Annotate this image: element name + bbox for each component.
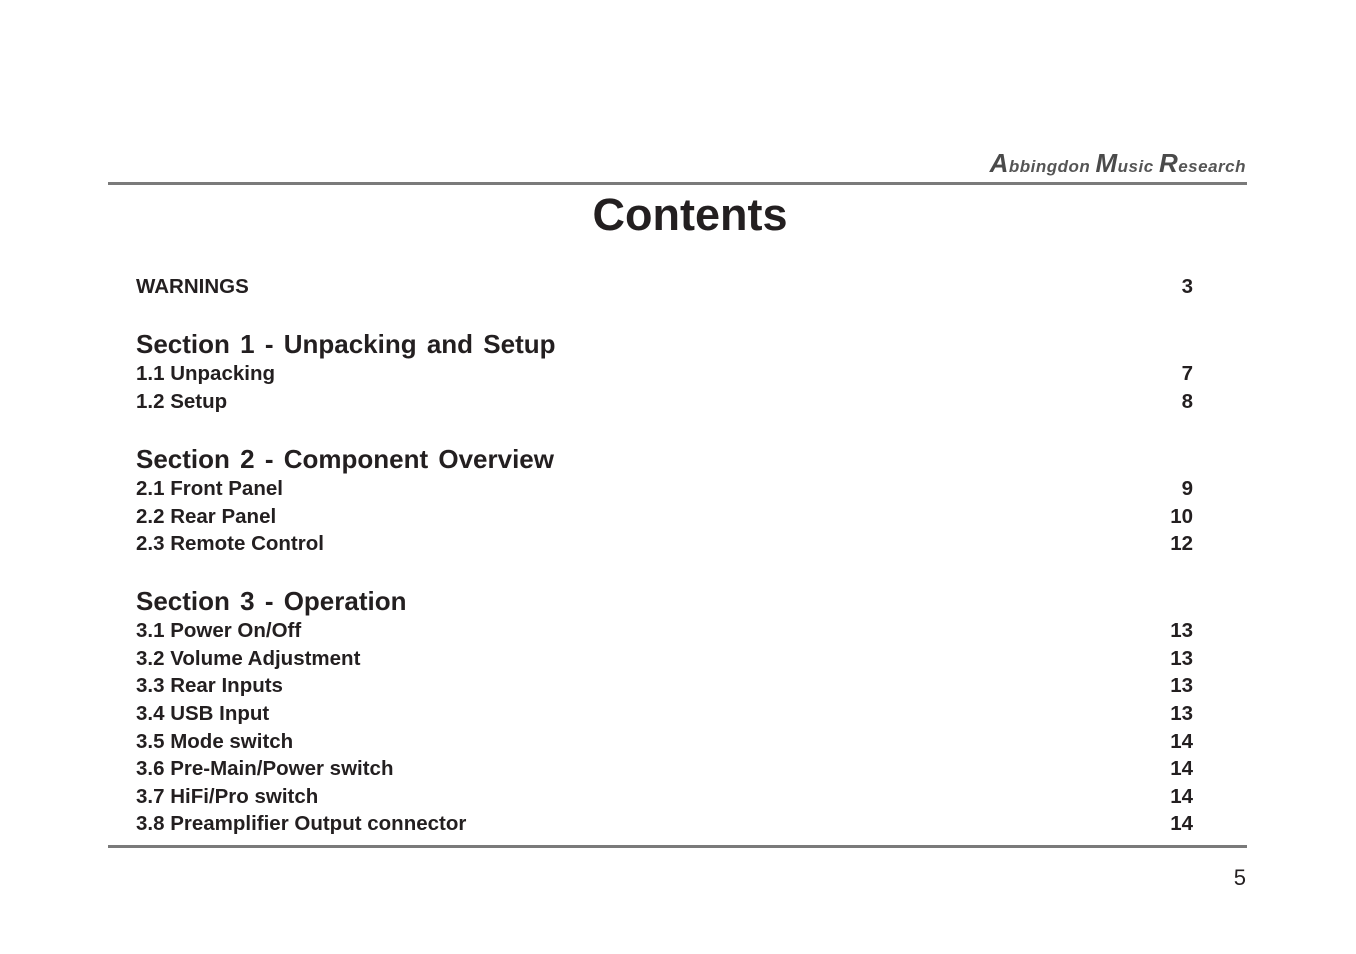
- toc-entry-label: 1.2 Setup: [136, 390, 228, 413]
- toc-entry[interactable]: [136, 504, 1193, 530]
- brand-word-abbingdon: bbingdon: [1008, 157, 1091, 176]
- toc-entry[interactable]: [136, 646, 1193, 672]
- toc-entry-page: 12: [1170, 532, 1193, 555]
- toc-entry[interactable]: [136, 476, 1193, 502]
- toc-entry-label: 2.2 Rear Panel: [136, 505, 277, 528]
- toc-entry-page: 7: [1181, 362, 1193, 385]
- toc-entry-label: 3.3 Rear Inputs: [136, 674, 283, 697]
- toc-entry-page: 13: [1170, 619, 1193, 642]
- toc-entry-page: 8: [1181, 390, 1193, 413]
- toc-entry-page: 13: [1170, 674, 1193, 697]
- toc-entry-label: 3.4 USB Input: [136, 702, 270, 725]
- page-number: 5: [1233, 865, 1246, 890]
- toc-entry[interactable]: [136, 361, 1193, 387]
- toc-entry[interactable]: [136, 389, 1193, 415]
- toc-entry-page: 14: [1170, 812, 1193, 835]
- table-of-contents: [136, 0, 1193, 954]
- toc-entry-page: 9: [1181, 477, 1193, 500]
- toc-entry-label: 2.3 Remote Control: [136, 532, 324, 555]
- toc-entry[interactable]: [136, 673, 1193, 699]
- toc-entry-label: 2.1 Front Panel: [136, 477, 283, 500]
- toc-entry-label: 3.6 Pre-Main/Power switch: [136, 757, 394, 780]
- toc-entry-label: WARNINGS: [136, 275, 249, 298]
- toc-entry-page: 14: [1170, 785, 1193, 808]
- toc-entry-label: 3.5 Mode switch: [136, 730, 294, 753]
- toc-entry[interactable]: [136, 756, 1193, 782]
- toc-entry-page: 13: [1170, 647, 1193, 670]
- toc-entry-page: 13: [1170, 702, 1193, 725]
- toc-entry-label: 1.1 Unpacking: [136, 362, 275, 385]
- toc-entry[interactable]: [136, 784, 1193, 810]
- toc-entry-page: 10: [1170, 505, 1193, 528]
- toc-entry-label: 3.2 Volume Adjustment: [136, 647, 361, 670]
- footer-rule: [108, 845, 1247, 848]
- toc-entry-label: 3.7 HiFi/Pro switch: [136, 785, 319, 808]
- toc-entry[interactable]: [136, 618, 1193, 644]
- toc-entry-page: 14: [1170, 757, 1193, 780]
- toc-entry-warnings[interactable]: [136, 274, 1193, 300]
- toc-entry-page: 14: [1170, 730, 1193, 753]
- section-heading-3: Section 3 - Operation: [136, 586, 407, 616]
- brand-word-music: usic: [1117, 157, 1154, 176]
- toc-entry[interactable]: [136, 729, 1193, 755]
- brand-word-research: esearch: [1178, 157, 1246, 176]
- toc-entry-page: 3: [1181, 275, 1193, 298]
- brand-initial-a: A: [989, 148, 1009, 178]
- brand-initial-m: M: [1095, 148, 1118, 178]
- toc-entry[interactable]: [136, 811, 1193, 837]
- section-heading-1: Section 1 - Unpacking and Setup: [136, 329, 556, 359]
- toc-entry-label: 3.1 Power On/Off: [136, 619, 302, 642]
- page-title: Contents: [592, 189, 788, 240]
- section-heading-2: Section 2 - Component Overview: [136, 444, 554, 474]
- toc-entry[interactable]: [136, 531, 1193, 557]
- toc-entry-label: 3.8 Preamplifier Output connector: [136, 812, 467, 835]
- brand-initial-r: R: [1158, 148, 1179, 178]
- toc-entry[interactable]: [136, 701, 1193, 727]
